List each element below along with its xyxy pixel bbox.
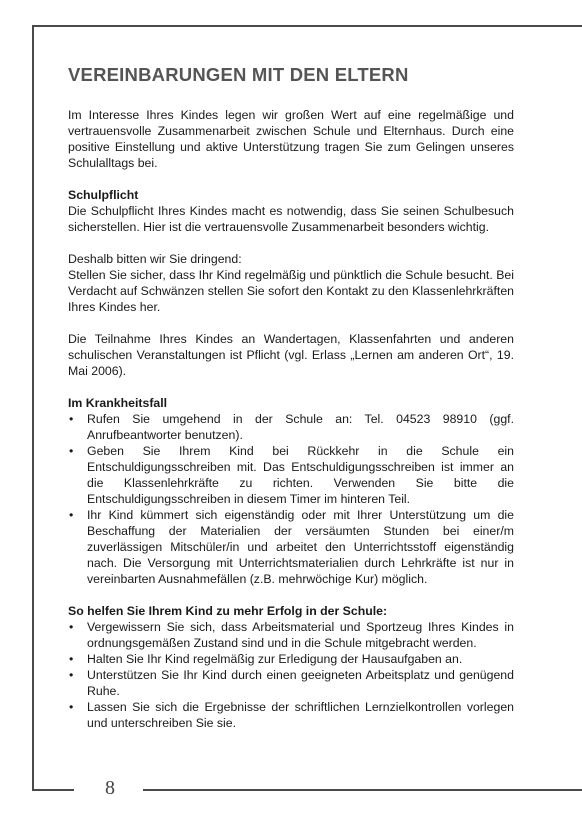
request-intro: Deshalb bitten wir Sie dringend:	[68, 252, 242, 266]
frame-bottom-border-right	[143, 789, 582, 791]
list-item-text: Geben Sie Ihrem Kind bei Rückkehr in die Schule ein Entschuldigungsschreiben mit. Das Entschuldigungsschreiben ist immer an die Klassenlehrkräfte zu richten. Verwenden Sie bitte die Entschuldigungsschreiben in diesem Timer im hinteren Teil.	[87, 444, 514, 506]
list-item-text: Vergewissern Sie sich, dass Arbeitsmaterial und Sportzeug Ihres Kindes in ordnungsgemäßen Zustand sind und in die Schule mitgebracht werden.	[87, 620, 514, 650]
bullet-icon: •	[69, 652, 74, 666]
list-item	[68, 699, 514, 731]
spacer	[68, 235, 514, 251]
page-number: 8	[105, 777, 115, 799]
list-item	[68, 443, 514, 507]
schulpflicht-heading: Schulpflicht	[68, 188, 139, 202]
frame-top-border	[32, 25, 582, 27]
bullet-icon: •	[69, 700, 74, 714]
participation-paragraph: Die Teilnahme Ihres Kindes an Wandertagen, Klassenfahrten und anderen schulischen Veranstaltungen ist Pflicht (vgl. Erlass „Lernen am anderen Ort“, 19. Mai 2006).	[68, 332, 514, 378]
spacer	[68, 379, 514, 395]
frame-left-border	[32, 25, 34, 790]
krankheitsfall-list	[68, 411, 514, 587]
list-item	[68, 507, 514, 587]
bullet-icon: •	[69, 668, 74, 682]
list-item-text: Rufen Sie umgehend in der Schule an: Tel. 04523 98910 (ggf. Anrufbeantworter benutzen).	[87, 412, 514, 442]
list-item-text: Halten Sie Ihr Kind regelmäßig zur Erledigung der Hausaufgaben an.	[87, 652, 463, 666]
bullet-icon: •	[69, 508, 74, 522]
list-item-text: Unterstützen Sie Ihr Kind durch einen geeigneten Arbeitsplatz und genügend Ruhe.	[87, 668, 514, 698]
frame-bottom-border-left	[32, 789, 74, 791]
schulpflicht-paragraph: Die Schulpflicht Ihres Kindes macht es notwendig, dass Sie seinen Schulbesuch sicherstellen. Hier ist die vertrauensvolle Zusammenarbeit besonders wichtig.	[68, 204, 514, 234]
intro-paragraph: Im Interesse Ihres Kindes legen wir großen Wert auf eine regelmäßige und vertrauensvolle Zusammenarbeit zwischen Schule und Elternhaus. Durch eine positive Einstellung und aktive Unterstützung tragen Sie zum Gelingen unseres Schulalltags bei.	[68, 108, 514, 170]
spacer	[68, 587, 514, 603]
spacer	[68, 171, 514, 187]
krankheitsfall-heading: Im Krankheitsfall	[68, 396, 168, 410]
bullet-icon: •	[69, 620, 74, 634]
erfolg-heading: So helfen Sie Ihrem Kind zu mehr Erfolg in der Schule:	[68, 604, 388, 618]
page-title: VEREINBARUNGEN MIT DEN ELTERN	[68, 64, 409, 85]
request-paragraph: Stellen Sie sicher, dass Ihr Kind regelmäßig und pünktlich die Schule besucht. Bei Verdacht auf Schwänzen stellen Sie sofort den Kontakt zu den Klassenlehrkräften Ihres Kindes her.	[68, 268, 514, 314]
erfolg-list	[68, 619, 514, 731]
list-item	[68, 411, 514, 443]
list-item	[68, 651, 514, 667]
document-content	[68, 64, 514, 731]
bullet-icon: •	[69, 412, 74, 426]
spacer	[68, 315, 514, 331]
list-item	[68, 667, 514, 699]
list-item	[68, 619, 514, 651]
list-item-text: Lassen Sie sich die Ergebnisse der schriftlichen Lernzielkontrollen vorlegen und unterschreiben Sie sie.	[87, 700, 514, 730]
bullet-icon: •	[69, 444, 74, 458]
list-item-text: Ihr Kind kümmert sich eigenständig oder mit Ihrer Unterstützung um die Beschaffung der Materialien der versäumten Stunden bei einer/m zuverlässigen Mitschüler/in und arbeitet den Unterrichtsstoff eigenständig nach. Die Versorgung mit Unterrichtsmaterialien durch Lehrkräfte ist nur in vereinbarten Ausnahmefällen (z.B. mehrwöchige Kur) möglich.	[87, 508, 514, 586]
